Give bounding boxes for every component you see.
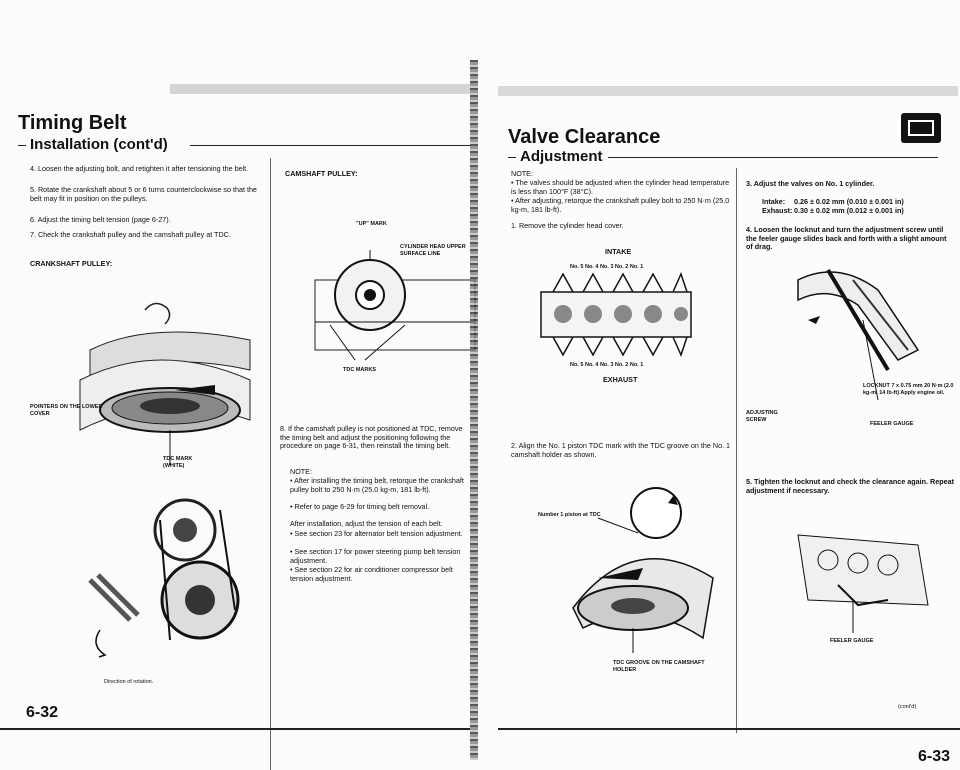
right-note-1: • The valves should be adjusted when the cylinder head temperature is less than 100°F (38°C). <box>511 178 730 196</box>
right-subtitle: Adjustment <box>520 148 603 165</box>
cylinder-head-valve-illustration <box>533 272 698 357</box>
pointers-label: POINTERS ON THE LOWER COVER <box>30 404 103 417</box>
feeler-gauge-rocker-illustration <box>758 260 948 400</box>
direction-label: Direction of rotation. <box>104 679 154 685</box>
step-4: 4. Loosen the adjusting bolt, and retighten it after tensioning the belt. <box>30 164 249 173</box>
step-8: 8. If the camshaft pulley is not positioned at TDC, remove the timing belt and adjust the positioning following the procedure on page 6-31, then reinstall the timing belt. <box>280 424 463 451</box>
right-page <box>478 0 960 770</box>
locknut-spec-label: LOCKNUT 7 x 0.75 mm 20 N·m (2.0 kg-m, 14 lb-ft) Apply engine oil. <box>863 383 954 396</box>
intake-spec-key: Intake: <box>762 197 786 206</box>
step-3: 3. Adjust the valves on No. 1 cylinder. <box>746 179 875 188</box>
cam-pulley-label: CAMSHAFT PULLEY: <box>285 169 358 178</box>
camshaft-tdc-illustration <box>548 478 723 653</box>
right-note-2: • After adjusting, retorque the crankshaft pulley bolt to 250 N·m (25.0 kg-m, 181 lb-ft). <box>511 196 730 214</box>
adjusting-screw-label: ADJUSTING SCREW <box>746 410 778 423</box>
step-5: 5. Rotate the crankshaft about 5 or 6 turns counterclockwise so that the belt may fit in position on the pulleys. <box>30 185 257 203</box>
step-2: 2. Align the No. 1 piston TDC mark with the TDC groove on the No. 1 camshaft holder as shown. <box>511 441 731 459</box>
right-page-number: 6-33 <box>918 748 951 765</box>
intake-label: INTAKE <box>605 247 632 256</box>
left-title: Timing Belt <box>18 112 127 134</box>
left-page-number: 6-32 <box>26 704 59 721</box>
piston-tdc-label: Number 1 piston at TDC <box>538 512 601 518</box>
left-page <box>0 0 478 770</box>
left-note-2: • Refer to page 6-29 for timing belt removal. <box>290 502 430 511</box>
after-item-2: • See section 17 for power steering pump belt tension adjustment. <box>290 547 461 565</box>
exhaust-cylinder-numbers: No. 5 No. 4 No. 3 No. 2 No. 1 <box>570 362 644 368</box>
exhaust-spec-key: Exhaust: <box>762 206 793 215</box>
continued-label: (cont'd) <box>898 704 917 710</box>
left-note-1: • After installing the timing belt, retorque the crankshaft pulley bolt to 250 N·m (25.0 kg-m, 181 lb-ft). <box>290 476 464 494</box>
top-band <box>170 84 470 94</box>
exhaust-label: EXHAUST <box>603 375 638 384</box>
tdc-mark-label: TDC MARK (WHITE) <box>163 456 193 469</box>
step-5: 5. Tighten the locknut and check the clearance again. Repeat adjustment if necessary. <box>746 477 954 495</box>
engine-section-icon <box>901 113 941 143</box>
up-mark-label: "UP" MARK <box>356 221 387 227</box>
step-6: 6. Adjust the timing belt tension (page 6-27). <box>30 215 171 224</box>
step-4-right: 4. Loosen the locknut and turn the adjustment screw until the feeler gauge slides back and forth with a slight amount of drag. <box>746 225 947 252</box>
right-title: Valve Clearance <box>508 126 661 148</box>
crankshaft-pulley-illustration <box>60 290 260 480</box>
step-1: 1. Remove the cylinder head cover. <box>511 221 624 230</box>
after-item-3: • See section 22 for air conditioner compressor belt tension adjustment. <box>290 565 453 583</box>
tdc-groove-label: TDC GROOVE ON THE CAMSHAFT HOLDER <box>613 660 705 673</box>
crank-pulley-label: CRANKSHAFT PULLEY: <box>30 259 113 268</box>
left-subtitle: Installation (cont'd) <box>30 136 168 153</box>
left-note-title: NOTE: <box>290 467 312 476</box>
tdc-marks-label: TDC MARKS <box>343 367 376 373</box>
feeler-gauge-label-1: FEELER GAUGE <box>870 421 914 427</box>
after-item-1: • See section 23 for alternator belt tension adjustment. <box>290 529 463 538</box>
cyl-head-label: CYLINDER HEAD UPPER SURFACE LINE <box>400 244 466 257</box>
right-note-title: NOTE: <box>511 169 533 178</box>
timing-belt-engine-illustration <box>60 490 250 680</box>
feeler-gauge-label-2: FEELER GAUGE <box>830 638 874 644</box>
intake-spec-value: 0.26 ± 0.02 mm (0.010 ± 0.001 in) <box>794 197 904 206</box>
intake-cylinder-numbers: No. 5 No. 4 No. 3 No. 2 No. 1 <box>570 264 644 270</box>
feeler-gauge-check-illustration <box>778 515 938 635</box>
after-install: After installation, adjust the tension of each belt. <box>290 519 443 528</box>
exhaust-spec-value: 0.30 ± 0.02 mm (0.012 ± 0.001 in) <box>794 206 904 215</box>
step-7: 7. Check the crankshaft pulley and the camshaft pulley at TDC. <box>30 230 231 239</box>
camshaft-pulley-illustration <box>310 250 478 370</box>
